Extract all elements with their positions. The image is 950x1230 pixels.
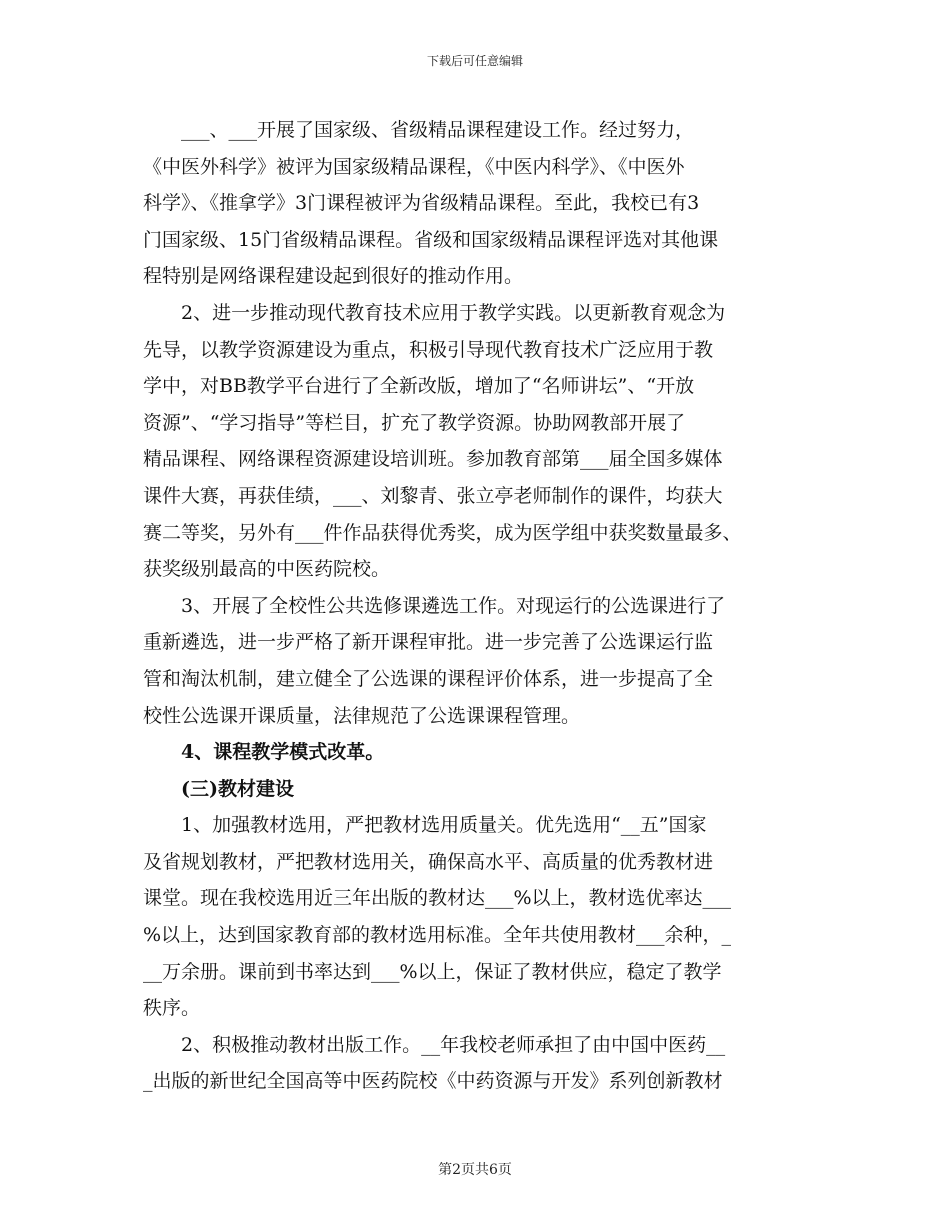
text-line: 《中医外科学》被评为国家级精品课程，《中医内科学》、《中医外 xyxy=(143,155,685,178)
paragraph-4 xyxy=(143,807,811,1027)
text-line: 课件大赛，再获佳绩，___、刘黎青、张立亭老师制作的课件，均获大 xyxy=(143,484,723,507)
text-line: 课堂。现在我校选用近三年出版的教材达___%以上，教材选优率达___ xyxy=(143,887,732,910)
text-line: 科学》、《推拿学》3门课程被评为省级精品课程。至此，我校已有3 xyxy=(143,192,700,215)
text-line: 先导，以教学资源建设为重点，积极引导现代教育技术广泛应用于教 xyxy=(143,338,714,361)
text-line: _出版的新世纪全国高等中医药院校《中药资源与开发》系列创新教材 xyxy=(143,1070,723,1093)
paragraph-2 xyxy=(143,295,811,588)
text-line: 校性公选课开课质量，法律规范了公选课课程管理。 xyxy=(143,704,581,727)
paragraph-1 xyxy=(143,112,811,295)
text-line: 及省规划教材，严把教材选用关，确保高水平、高质量的优秀教材进 xyxy=(143,850,714,873)
text-line: 管和淘汰机制，建立健全了公选课的课程评价体系，进一步提高了全 xyxy=(143,667,714,690)
text-line: 程特别是网络课程建设起到很好的推动作用。 xyxy=(143,265,524,288)
text-line: 门国家级、15门省级精品课程。省级和国家级精品课程评选对其他课 xyxy=(143,228,719,251)
document-body xyxy=(143,112,811,1100)
text-line: 1、加强教材选用，严把教材选用质量关。优先选用“__五”国家 xyxy=(181,814,707,837)
text-line: 获奖级别最高的中医药院校。 xyxy=(143,558,391,581)
text-line: 秩序。 xyxy=(143,997,201,1020)
section-heading-4: 4、课程教学模式改革。 xyxy=(181,741,385,764)
text-line: 赛二等奖，另外有___件作品获得优秀奖，成为医学组中获奖数量最多、 xyxy=(143,521,742,544)
text-line: 精品课程、网络课程资源建设培训班。参加教育部第___届全国多媒体 xyxy=(143,448,723,471)
text-line: 3、开展了全校性公共选修课遴选工作。对现运行的公选课进行了 xyxy=(181,594,726,617)
text-line: 2、积极推动教材出版工作。__年我校老师承担了由中国中医药__ xyxy=(181,1033,726,1056)
text-line: 2、进一步推动现代教育技术应用于教学实践。以更新教育观念为 xyxy=(181,301,726,324)
text-line: 资源”、“学习指导”等栏目，扩充了教学资源。协助网教部开展了 xyxy=(143,411,686,434)
text-line: 学中，对BB教学平台进行了全新改版，增加了“名师讲坛”、“开放 xyxy=(143,375,695,398)
section-heading-textbooks: (三)教材建设 xyxy=(181,777,294,800)
text-line: %以上，达到国家教育部的教材选用标准。全年共使用教材___余种，_ xyxy=(143,924,732,947)
text-line: __万余册。课前到书率达到___%以上，保证了教材供应，稳定了教学 xyxy=(143,960,722,983)
paragraph-5 xyxy=(143,1027,811,1100)
text-line: 重新遴选，进一步严格了新开课程审批。进一步完善了公选课运行监 xyxy=(143,631,714,654)
page-footer: 第2页共6页 xyxy=(438,1162,512,1178)
page-header: 下载后可任意编辑 xyxy=(426,54,523,68)
paragraph-3 xyxy=(143,588,811,734)
text-line: ___、___开展了国家级、省级精品课程建设工作。经过努力， xyxy=(181,119,695,141)
